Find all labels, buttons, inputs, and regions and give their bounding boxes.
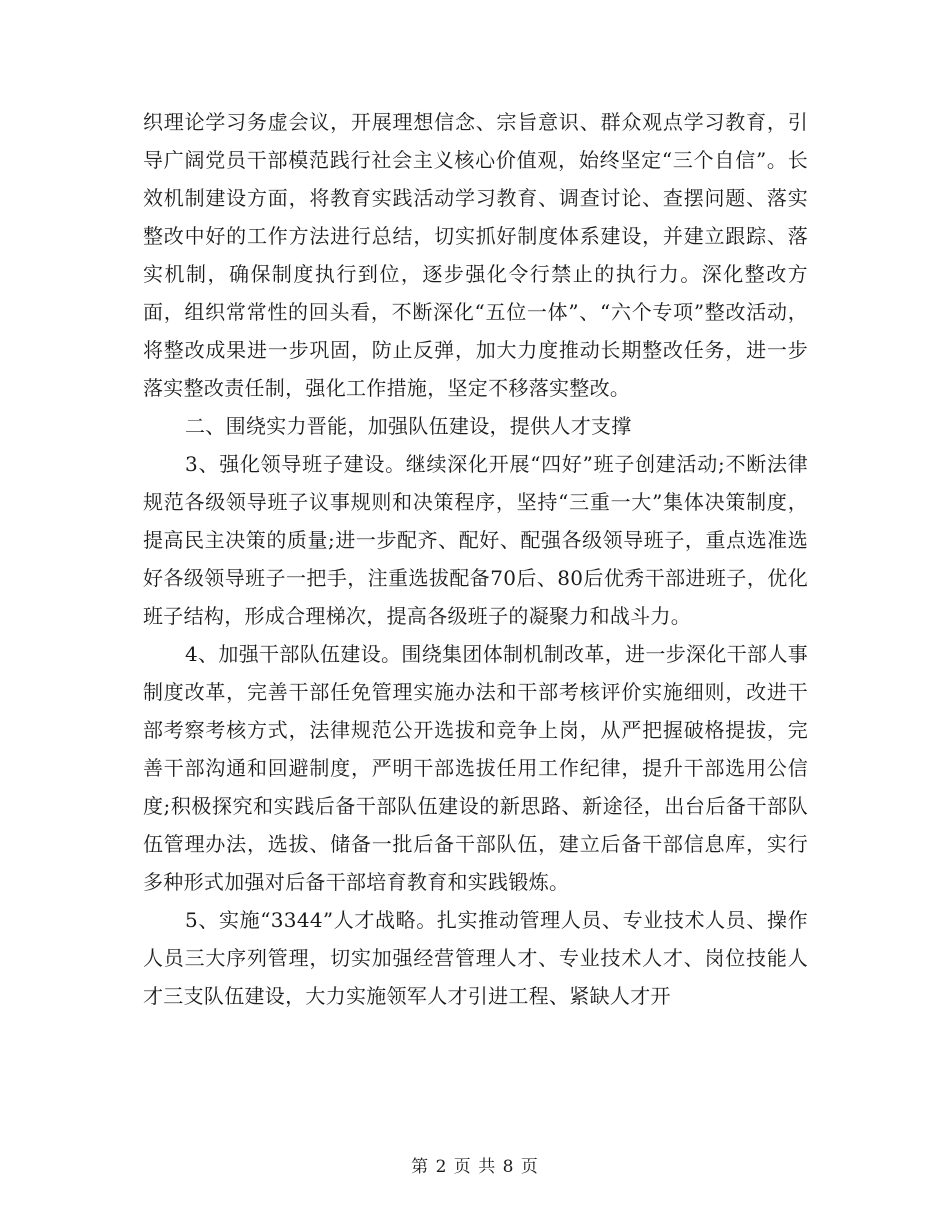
document-body xyxy=(143,103,808,1015)
paragraph-1: 织理论学习务虚会议，开展理想信念、宗旨意识、群众观点学习教育，引导广阔党员干部模范践行社会主义核心价值观，始终坚定“三个自信”。长效机制建设方面，将教育实践活动学习教育、调查讨论、查摆问题、落实整改中好的工作方法进行总结，切实抓好制度体系建设，并建立跟踪、落实机制，确保制度执行到位，逐步强化令行禁止的执行力。深化整改方面，组织常常性的回头看，不断深化“五位一体”、“六个专项”整改活动，将整改成果进一步巩固，防止反弹，加大力度推动长期整改任务，进一步落实整改责任制，强化工作措施，坚定不移落实整改。 xyxy=(143,110,808,400)
paragraph-4: 4、加强干部队伍建设。围绕集团体制机制改革，进一步深化干部人事制度改革，完善干部任免管理实施办法和干部考核评价实施细则，改进干部考察考核方式，法律规范公开选拔和竞争上岗，从严把握破格提拔，完善干部沟通和回避制度，严明干部选拔任用工作纪律，提升干部选用公信度;积极探究和实践后备干部队伍建设的新思路、新途径，出台后备干部队伍管理办法，选拔、储备一批后备干部队伍，建立后备干部信息库，实行多种形式加强对后备干部培育教育和实践锻炼。 xyxy=(143,642,808,894)
paragraph-5: 5、实施“3344”人才战略。扎实推动管理人员、专业技术人员、操作人员三大序列管理，切实加强经营管理人才、专业技术人才、岗位技能人才三支队伍建设，大力实施领军人才引进工程、紧缺人才开 xyxy=(143,908,808,1008)
section-heading-2: 二、围绕实力晋能，加强队伍建设，提供人才支撑 xyxy=(185,414,632,438)
paragraph-3: 3、强化领导班子建设。继续深化开展“四好”班子创建活动;不断法律规范各级领导班子议事规则和决策程序，坚持“三重一大”集体决策制度，提高民主决策的质量;进一步配齐、配好、配强各级领导班子，重点选准选好各级领导班子一把手，注重选拔配备70后、80后优秀干部进班子，优化班子结构，形成合理梯次，提高各级班子的凝聚力和战斗力。 xyxy=(143,452,808,628)
page-number-footer: 第 2 页 共 8 页 xyxy=(411,1157,539,1177)
